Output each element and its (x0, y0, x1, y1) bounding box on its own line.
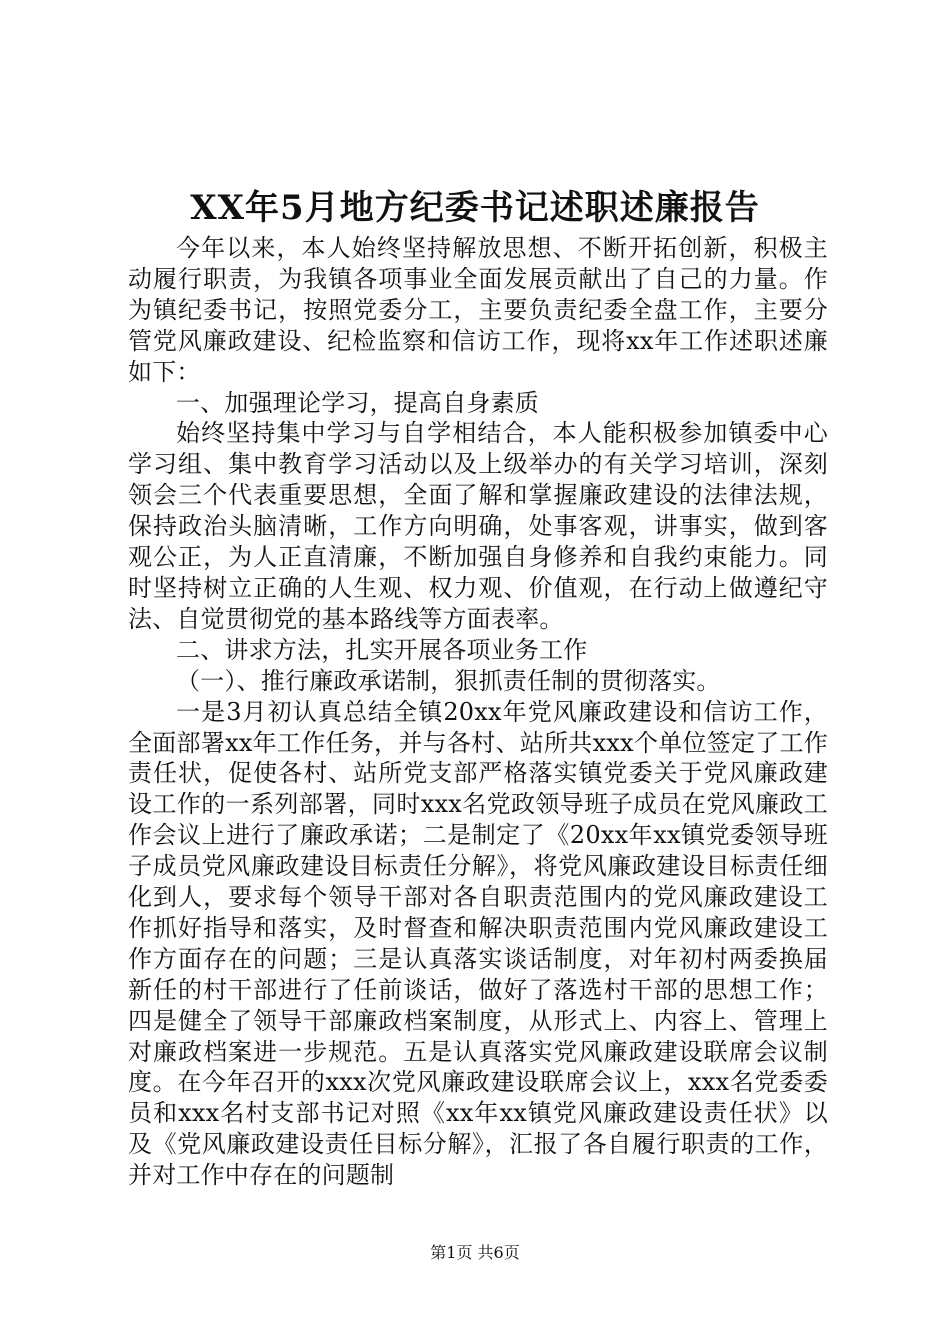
section-heading-1: 一、加强理论学习，提高自身素质 (176, 388, 539, 417)
section-heading-2: 二、讲求方法，扎实开展各项业务工作 (176, 635, 588, 664)
page-footer: 第1页 共6页 (430, 1243, 520, 1262)
document-title: XX年5月地方纪委书记述职述廉报告 (190, 188, 760, 228)
paragraph-intro: 今年以来，本人始终坚持解放思想、不断开拓创新，积极主动履行职责，为我镇各项事业全面发展贡献出了自己的力量。作为镇纪委书记，按照党委分工，主要负责纪委全盘工作，主要分管党风廉政建设、纪检监察和信访工作，现将xx年工作述职述廉如下： (128, 234, 828, 386)
subsection-heading-1: （一）、推行廉政承诺制，狠抓责任制的贯彻落实。 (176, 666, 721, 695)
document-body (128, 233, 828, 1191)
paragraph-responsibility: 一是3月初认真总结全镇20xx年党风廉政建设和信访工作，全面部署xx年工作任务，并与各村、站所共xxx个单位签定了工作责任状，促使各村、站所党支部严格落实镇党委关于党风廉政建设工作的一系列部署，同时xxx名党政领导班子成员在党风廉政工作会议上进行了廉政承诺；二是制定了《20xx年xx镇党委领导班子成员党风廉政建设目标责任分解》，将党风廉政建设目标责任细化到人，要求每个领导干部对各自职责范围内的党风廉政建设工作抓好指导和落实，及时督查和解决职责范围内党风廉政建设工作方面存在的问题；三是认真落实谈话制度，对年初村两委换届新任的村干部进行了任前谈话，做好了落选村干部的思想工作；四是健全了领导干部廉政档案制度，从形式上、内容上、管理上对廉政档案进一步规范。五是认真落实党风廉政建设联席会议制度。在今年召开的xxx次党风廉政建设联席会议上，xxx名党委委员和xxx名村支部书记对照《xx年xx镇党风廉政建设责任状》以及《党风廉政建设责任目标分解》，汇报了各自履行职责的工作，并对工作中存在的问题制 (128, 697, 828, 1190)
paragraph-study: 始终坚持集中学习与自学相结合，本人能积极参加镇委中心学习组、集中教育学习活动以及上级举办的有关学习培训，深刻领会三个代表重要思想，全面了解和掌握廉政建设的法律法规，保持政治头脑清晰，工作方向明确，处事客观，讲事实，做到客观公正，为人正直清廉，不断加强自身修养和自我约束能力。同时坚持树立正确的人生观、权力观、价值观，在行动上做遵纪守法、自觉贯彻党的基本路线等方面表率。 (128, 419, 828, 633)
